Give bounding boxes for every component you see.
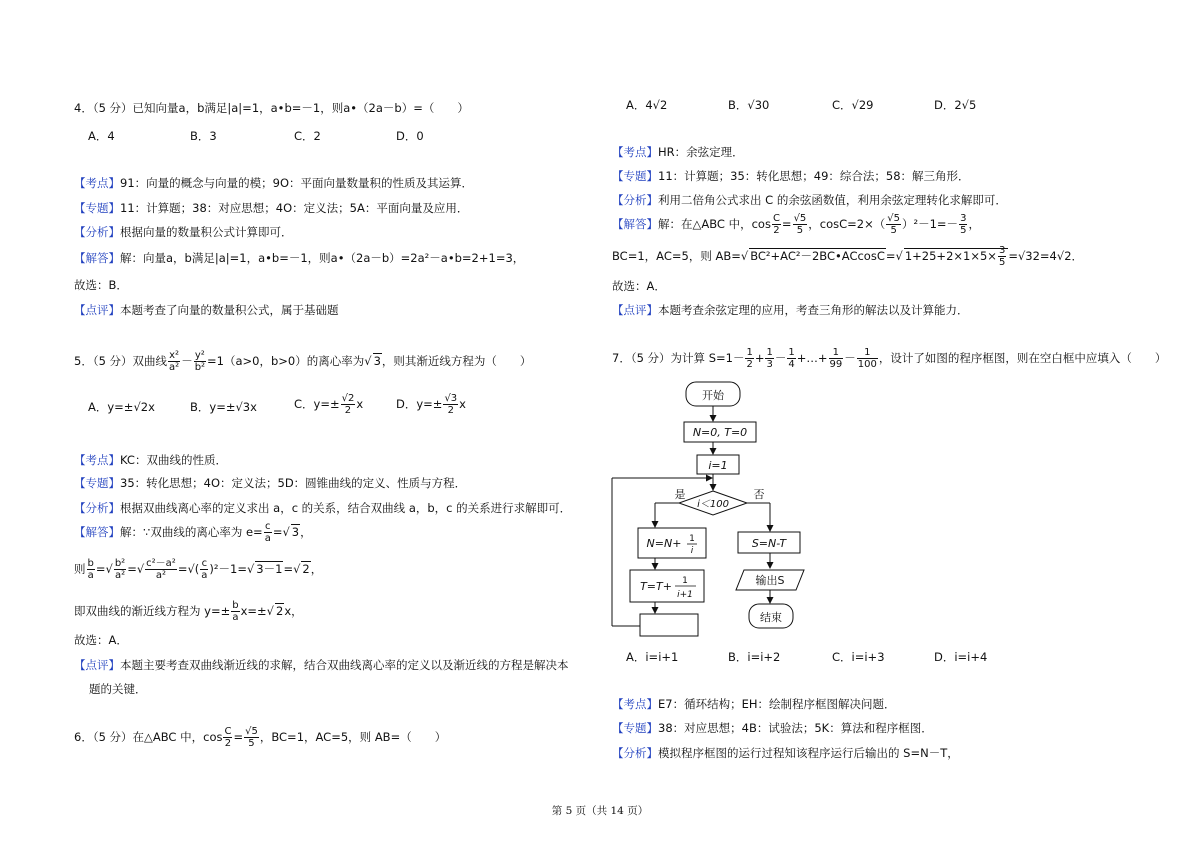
q6-dianping: 【点评】本题考查余弦定理的应用，考查三角形的解法以及计算能力． <box>612 303 969 317</box>
page-footer: 第 5 页（共 14 页） <box>551 805 649 817</box>
q6-option-a: A．4√2 <box>626 98 668 112</box>
flow-no-label: 否 <box>753 488 765 501</box>
q7-option-c: C．i=i+3 <box>832 650 885 664</box>
q4-option-b: B．3 <box>190 129 217 143</box>
q4-zhuanti: 【专题】11：计算题；38：对应思想；4O：定义法；5A：平面向量及应用． <box>74 201 469 215</box>
flow-blank-box <box>640 614 698 636</box>
q5-asymptote: 即双曲线的渐近线方程为 y=± $\frac{b}{a}$ x=±√ 2x， <box>74 600 303 623</box>
q4-jieda: 【解答】解：向量a，b满足|a|=1，a•b=－1，则a•（2a－b）=2a²－a•b=2+1=3， <box>74 251 525 265</box>
flow-init-label: N=0, T=0 <box>692 426 748 439</box>
q5-jieda: 【解答】解：∵双曲线的离心率为 e= $\frac{c}{a}$ =√ 3， <box>74 521 312 544</box>
q7-fenxi: 【分析】模拟程序框图的运行过程知该程序运行后输出的 S=N－T， <box>612 746 959 760</box>
flow-yes-label: 是 <box>674 488 686 501</box>
q6-jieda: 【解答】解：在△ABC 中，cos $\frac{C}{2}$ = $\frac{√5}{5}$ ，cosC=2×（ $\frac{√5}{5}$ ）²－1=－ $\frac{3}{5}$ ， <box>612 213 980 236</box>
q6-answer: 故选：A． <box>612 279 666 293</box>
q5-zhuanti: 【专题】35：转化思想；4O：定义法；5D：圆锥曲线的定义、性质与方程． <box>74 476 467 490</box>
flow-cond-label: i＜100 <box>697 499 729 510</box>
q7-option-a: A．i=i+1 <box>626 650 679 664</box>
q6-zhuanti: 【专题】11：计算题；35：转化思想；49：综合法；58：解三角形． <box>612 169 970 183</box>
flow-i1-label: i=1 <box>708 459 728 472</box>
flow-n-label: N=N+ <box>646 537 682 550</box>
flow-end-label: 结束 <box>760 611 782 624</box>
flow-t-label: T=T+ <box>640 580 672 593</box>
q5-answer: 故选：A． <box>74 633 128 647</box>
q4-fenxi: 【分析】根据向量的数量积公式计算即可． <box>74 225 293 239</box>
q4-option-a: A．4 <box>88 129 115 143</box>
q5-dianping: 【点评】本题主要考查双曲线渐近线的求解，结合双曲线离心率的定义以及渐近线的方程是解决本 <box>74 658 569 672</box>
q5-option-c: C．y=± $\frac{√2}{2}$ x <box>294 393 364 416</box>
q6-stem: 6．（5 分）在△ABC 中，cos $\frac{C}{2}$ = $\frac{√5}{5}$ ，BC=1，AC=5，则 AB=（ ） <box>74 726 447 749</box>
q6-option-c: C．√29 <box>832 98 874 112</box>
flow-start-label: 开始 <box>702 389 724 402</box>
q5-derivation: 则 $\frac{b}{a}$ =√ $\frac{\text{b²}}{\text{a²}}$ =√ $\frac{\text{c²－a²}}{\text{a²}}$ =√( $\frac{c}{a}$ )²－1=√ 3－1=√ 2， <box>74 558 323 581</box>
flow-output-label: 输出S <box>755 574 785 587</box>
q7-option-d: D．i=i+4 <box>934 650 988 664</box>
q7-kaodian: 【考点】E7：循环结构；EH：绘制程序框图解决问题． <box>612 697 896 711</box>
svg-text:1: 1 <box>682 576 688 586</box>
q5-stem: 5．（5 分）双曲线 $\frac{\text{x²}}{\text{a²}}$ － $\frac{\text{y²}}{\text{b²}}$ =1（a>0，b>0）的离心率为√ 3，则其渐近线方程为（ ） <box>74 350 532 373</box>
svg-text:1: 1 <box>689 534 695 544</box>
q6-option-d: D．2√5 <box>934 98 977 112</box>
q5-fenxi: 【分析】根据双曲线离心率的定义求出 a，c 的关系，结合双曲线 a，b，c 的关系进行求解即可． <box>74 501 572 515</box>
flow-s-label: S=N-T <box>751 537 787 550</box>
q4-stem: 4．（5 分）已知向量a，b满足|a|=1，a•b=－1，则a•（2a－b）=（ ） <box>74 101 469 115</box>
q6-law-of-cosines: BC=1，AC=5，则 AB=√ BC²+AC²－2BC•ACcosC=√ 1+25+2×1×5× $\frac{3}{5}$ =√32=4√2． <box>612 245 1084 268</box>
q5-kaodian: 【考点】KC：双曲线的性质． <box>74 453 227 467</box>
q4-dianping: 【点评】本题考查了向量的数量积公式，属于基础题 <box>74 303 339 317</box>
q6-option-b: B．√30 <box>728 98 770 112</box>
q7-zhuanti: 【专题】38：对应思想；4B：试验法；5K：算法和程序框图． <box>612 721 933 735</box>
svg-text:i: i <box>690 546 694 556</box>
q4-kaodian: 【考点】91：向量的概念与向量的模；9O：平面向量数量积的性质及其运算． <box>74 176 473 190</box>
q6-fenxi: 【分析】利用二倍角公式求出 C 的余弦函数值，利用余弦定理转化求解即可． <box>612 193 1007 207</box>
svg-text:i+1: i+1 <box>677 590 693 600</box>
q7-stem: 7．（5 分）为计算 S=1－ $\frac{1}{2}$ + $\frac{1}{3}$ － $\frac{1}{4}$ +…+ $\frac{1}{99}$ － $\frac{1}{100}$ ，设计了如图的程序框图，则在空白框中应填入（ ） <box>612 347 1167 370</box>
q4-option-c: C．2 <box>294 129 321 143</box>
program-flowchart <box>600 378 840 638</box>
q5-option-d: D．y=± $\frac{√3}{2}$ x <box>396 393 466 416</box>
q6-kaodian: 【考点】HR：余弦定理． <box>612 145 744 159</box>
q5-option-b: B．y=±√3x <box>190 400 257 414</box>
q5-option-a: A．y=±√2x <box>88 400 155 414</box>
q5-dianping-2: 题的关键． <box>89 682 147 696</box>
q7-option-b: B．i=i+2 <box>728 650 781 664</box>
q4-answer: 故选：B． <box>74 278 128 292</box>
q4-option-d: D．0 <box>396 129 424 143</box>
